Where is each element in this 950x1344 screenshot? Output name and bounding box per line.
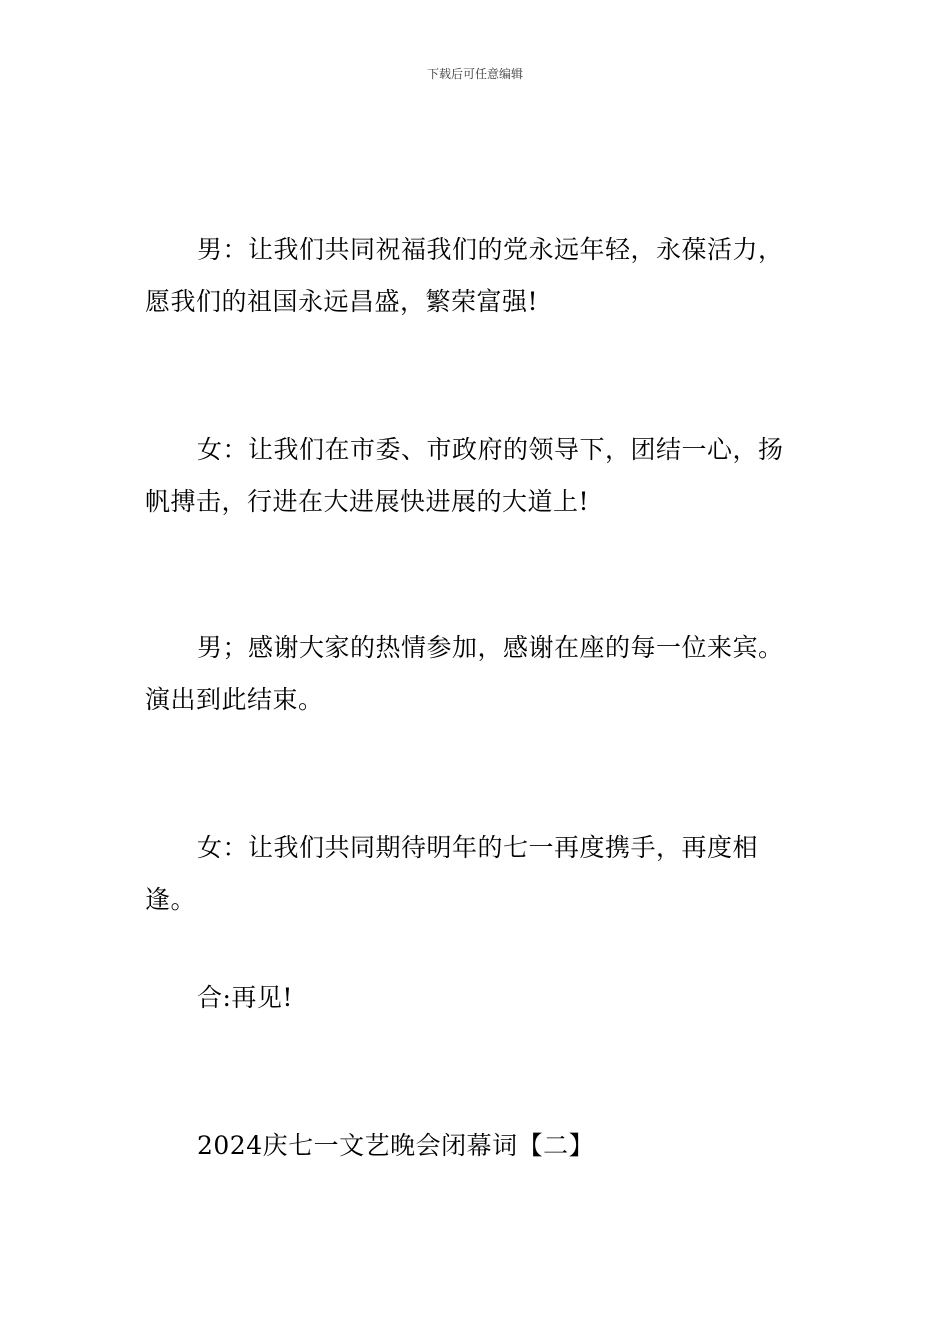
section-heading: 2024庆七一文艺晚会闭幕词【二】 [197, 1131, 595, 1160]
page-header: 下载后可任意编辑 [426, 67, 523, 81]
paragraph-female-next-year: 女：让我们共同期待明年的七一再度携手，再度相逢。 [145, 833, 759, 914]
paragraph-male-blessing: 男：让我们共同祝福我们的党永远年轻，永葆活力，愿我们的祖国永远昌盛，繁荣富强! [145, 235, 784, 316]
paragraph-male-thanks: 男；感谢大家的热情参加，感谢在座的每一位来宾。演出到此结束。 [145, 633, 784, 714]
paragraph-female-unity: 女：让我们在市委、市政府的领导下，团结一心，扬帆搏击，行进在大进展快进展的大道上! [145, 435, 784, 516]
paragraph-together-goodbye: 合:再见! [197, 983, 293, 1012]
